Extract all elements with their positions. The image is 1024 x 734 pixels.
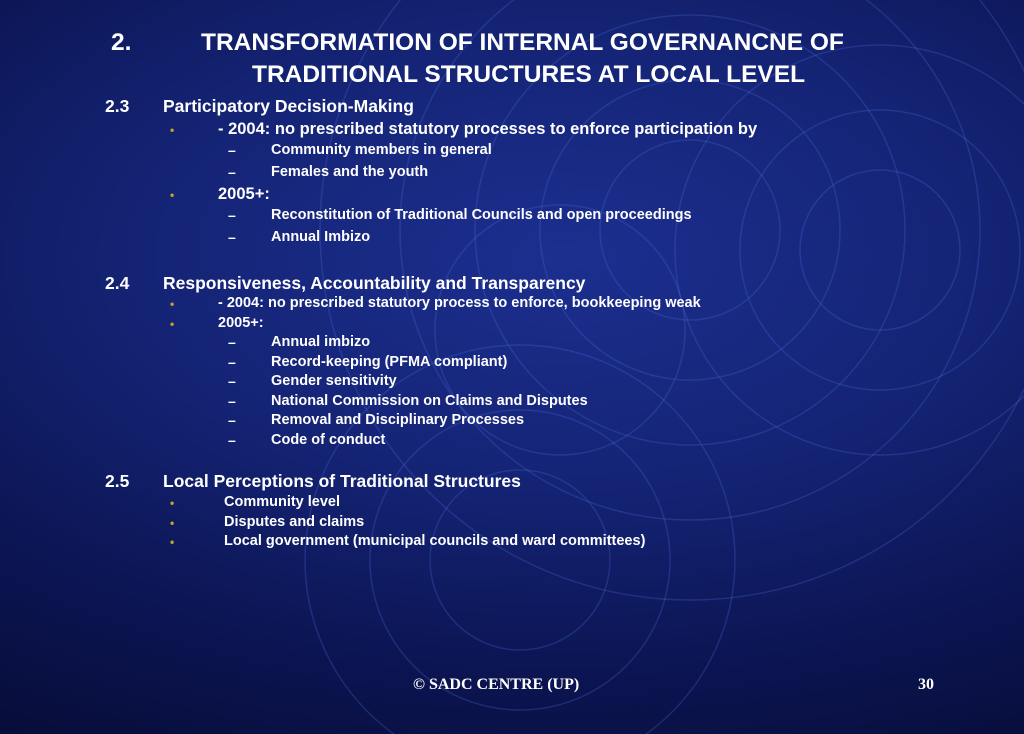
dash-icon: – [228, 393, 236, 409]
bullet-item: Local government (municipal councils and ward committees) [224, 533, 646, 549]
sub-item: Reconstitution of Traditional Councils and open proceedings [271, 207, 692, 223]
bullet-item: - 2004: no prescribed statutory processes to enforce participation by [218, 120, 758, 138]
dash-icon: – [228, 412, 236, 428]
dash-icon: – [228, 432, 236, 448]
section-heading-2-4: Responsiveness, Accountability and Transparency [163, 273, 586, 293]
bullet-icon: • [170, 516, 175, 530]
dash-icon: – [228, 334, 236, 350]
sub-item: Removal and Disciplinary Processes [271, 412, 525, 428]
dash-icon: – [228, 354, 236, 370]
sub-item: Code of conduct [271, 432, 386, 448]
section-heading-2-3: Participatory Decision-Making [163, 96, 414, 116]
dash-icon: – [228, 142, 236, 158]
bullet-icon: • [170, 317, 175, 331]
bullet-icon: • [170, 535, 175, 549]
title-number: 2. [111, 29, 132, 56]
section-number-2-3: 2.3 [105, 96, 130, 116]
title-line-2: TRADITIONAL STRUCTURES AT LOCAL LEVEL [252, 61, 806, 88]
sub-item: Annual Imbizo [271, 229, 371, 245]
dash-icon: – [228, 229, 236, 245]
bullet-icon: • [170, 123, 175, 137]
sub-item: Community members in general [271, 142, 492, 158]
footer-copyright: © SADC CENTRE (UP) [413, 676, 580, 693]
dash-icon: – [228, 373, 236, 389]
bullet-item: Community level [224, 494, 341, 510]
sub-item: Females and the youth [271, 164, 429, 180]
page-number: 30 [918, 676, 934, 693]
section-heading-2-5: Local Perceptions of Traditional Structures [163, 471, 521, 491]
bullet-icon: • [170, 496, 175, 510]
dash-icon: – [228, 164, 236, 180]
sub-item: National Commission on Claims and Disputes [271, 393, 588, 409]
section-number-2-5: 2.5 [105, 471, 130, 491]
title-line-1: TRANSFORMATION OF INTERNAL GOVERNANCNE OF [201, 29, 844, 56]
bullet-item: 2005+: [218, 185, 270, 203]
bullet-item: - 2004: no prescribed statutory process to enforce, bookkeeping weak [218, 295, 701, 311]
section-number-2-4: 2.4 [105, 273, 130, 293]
sub-item: Gender sensitivity [271, 373, 397, 389]
bullet-icon: • [170, 297, 175, 311]
bullet-item: Disputes and claims [224, 514, 365, 530]
sub-item: Annual imbizo [271, 334, 371, 350]
dash-icon: – [228, 207, 236, 223]
sub-item: Record-keeping (PFMA compliant) [271, 354, 508, 370]
bullet-item: 2005+: [218, 315, 264, 331]
bullet-icon: • [170, 188, 175, 202]
